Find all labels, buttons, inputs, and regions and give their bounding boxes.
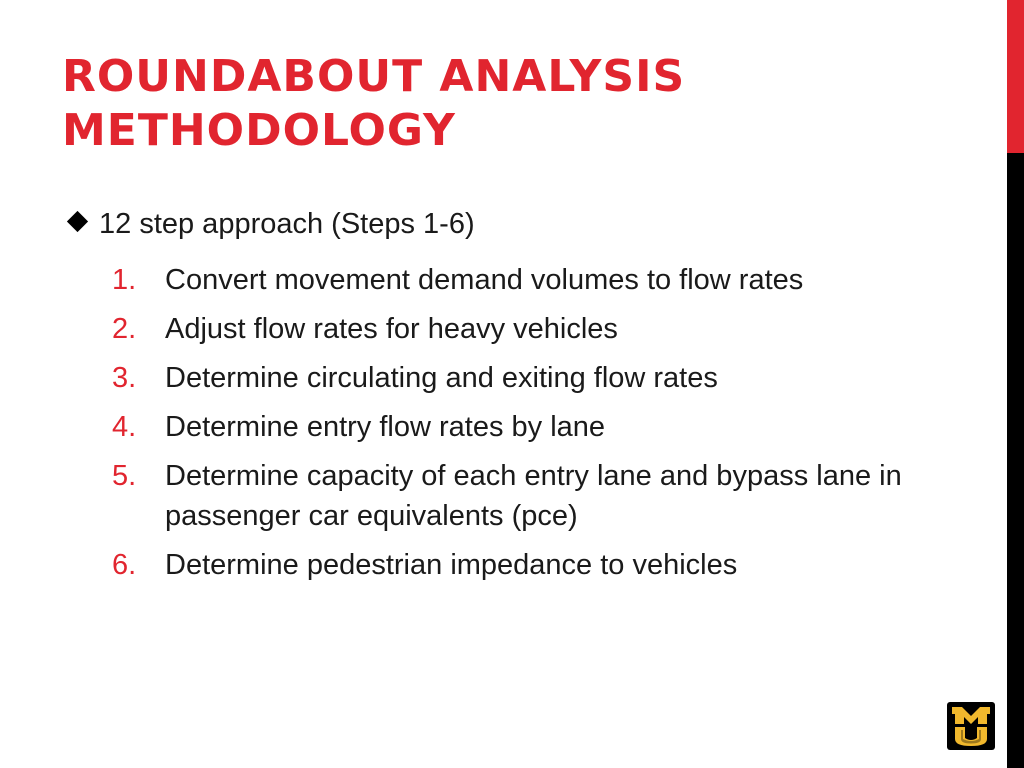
step-text: Determine circulating and exiting flow rates bbox=[165, 362, 718, 394]
step-number: 1. bbox=[112, 264, 137, 296]
step-number: 2. bbox=[112, 313, 137, 345]
diamond-bullet-icon bbox=[67, 211, 88, 232]
list-item bbox=[112, 407, 942, 447]
step-number: 3. bbox=[112, 362, 137, 394]
step-text: Determine entry flow rates by lane bbox=[165, 411, 606, 443]
main-bullet-text: 12 step approach (Steps 1-6) bbox=[99, 208, 475, 240]
step-text: Convert movement demand volumes to flow rates bbox=[165, 264, 804, 296]
step-number: 6. bbox=[112, 549, 137, 581]
steps-list bbox=[112, 260, 942, 594]
step-text: Adjust flow rates for heavy vehicles bbox=[165, 313, 618, 345]
mu-logo-icon bbox=[947, 702, 995, 750]
list-item bbox=[112, 456, 942, 536]
step-text: Determine pedestrian impedance to vehicles bbox=[165, 549, 738, 581]
side-bar-accent bbox=[1007, 0, 1024, 153]
step-text: Determine capacity of each entry lane and bypass lane in passenger car equivalents (pce) bbox=[165, 460, 902, 532]
list-item bbox=[112, 545, 942, 585]
list-item bbox=[112, 260, 942, 300]
side-bar bbox=[1007, 0, 1024, 768]
step-number: 4. bbox=[112, 411, 137, 443]
main-bullet bbox=[66, 204, 475, 244]
title-line-2: METHODOLOGY bbox=[62, 105, 456, 156]
list-item bbox=[112, 358, 942, 398]
list-item bbox=[112, 309, 942, 349]
slide-title bbox=[62, 50, 962, 158]
title-line-1: ROUNDABOUT ANALYSIS bbox=[62, 51, 686, 102]
step-number: 5. bbox=[112, 460, 137, 492]
